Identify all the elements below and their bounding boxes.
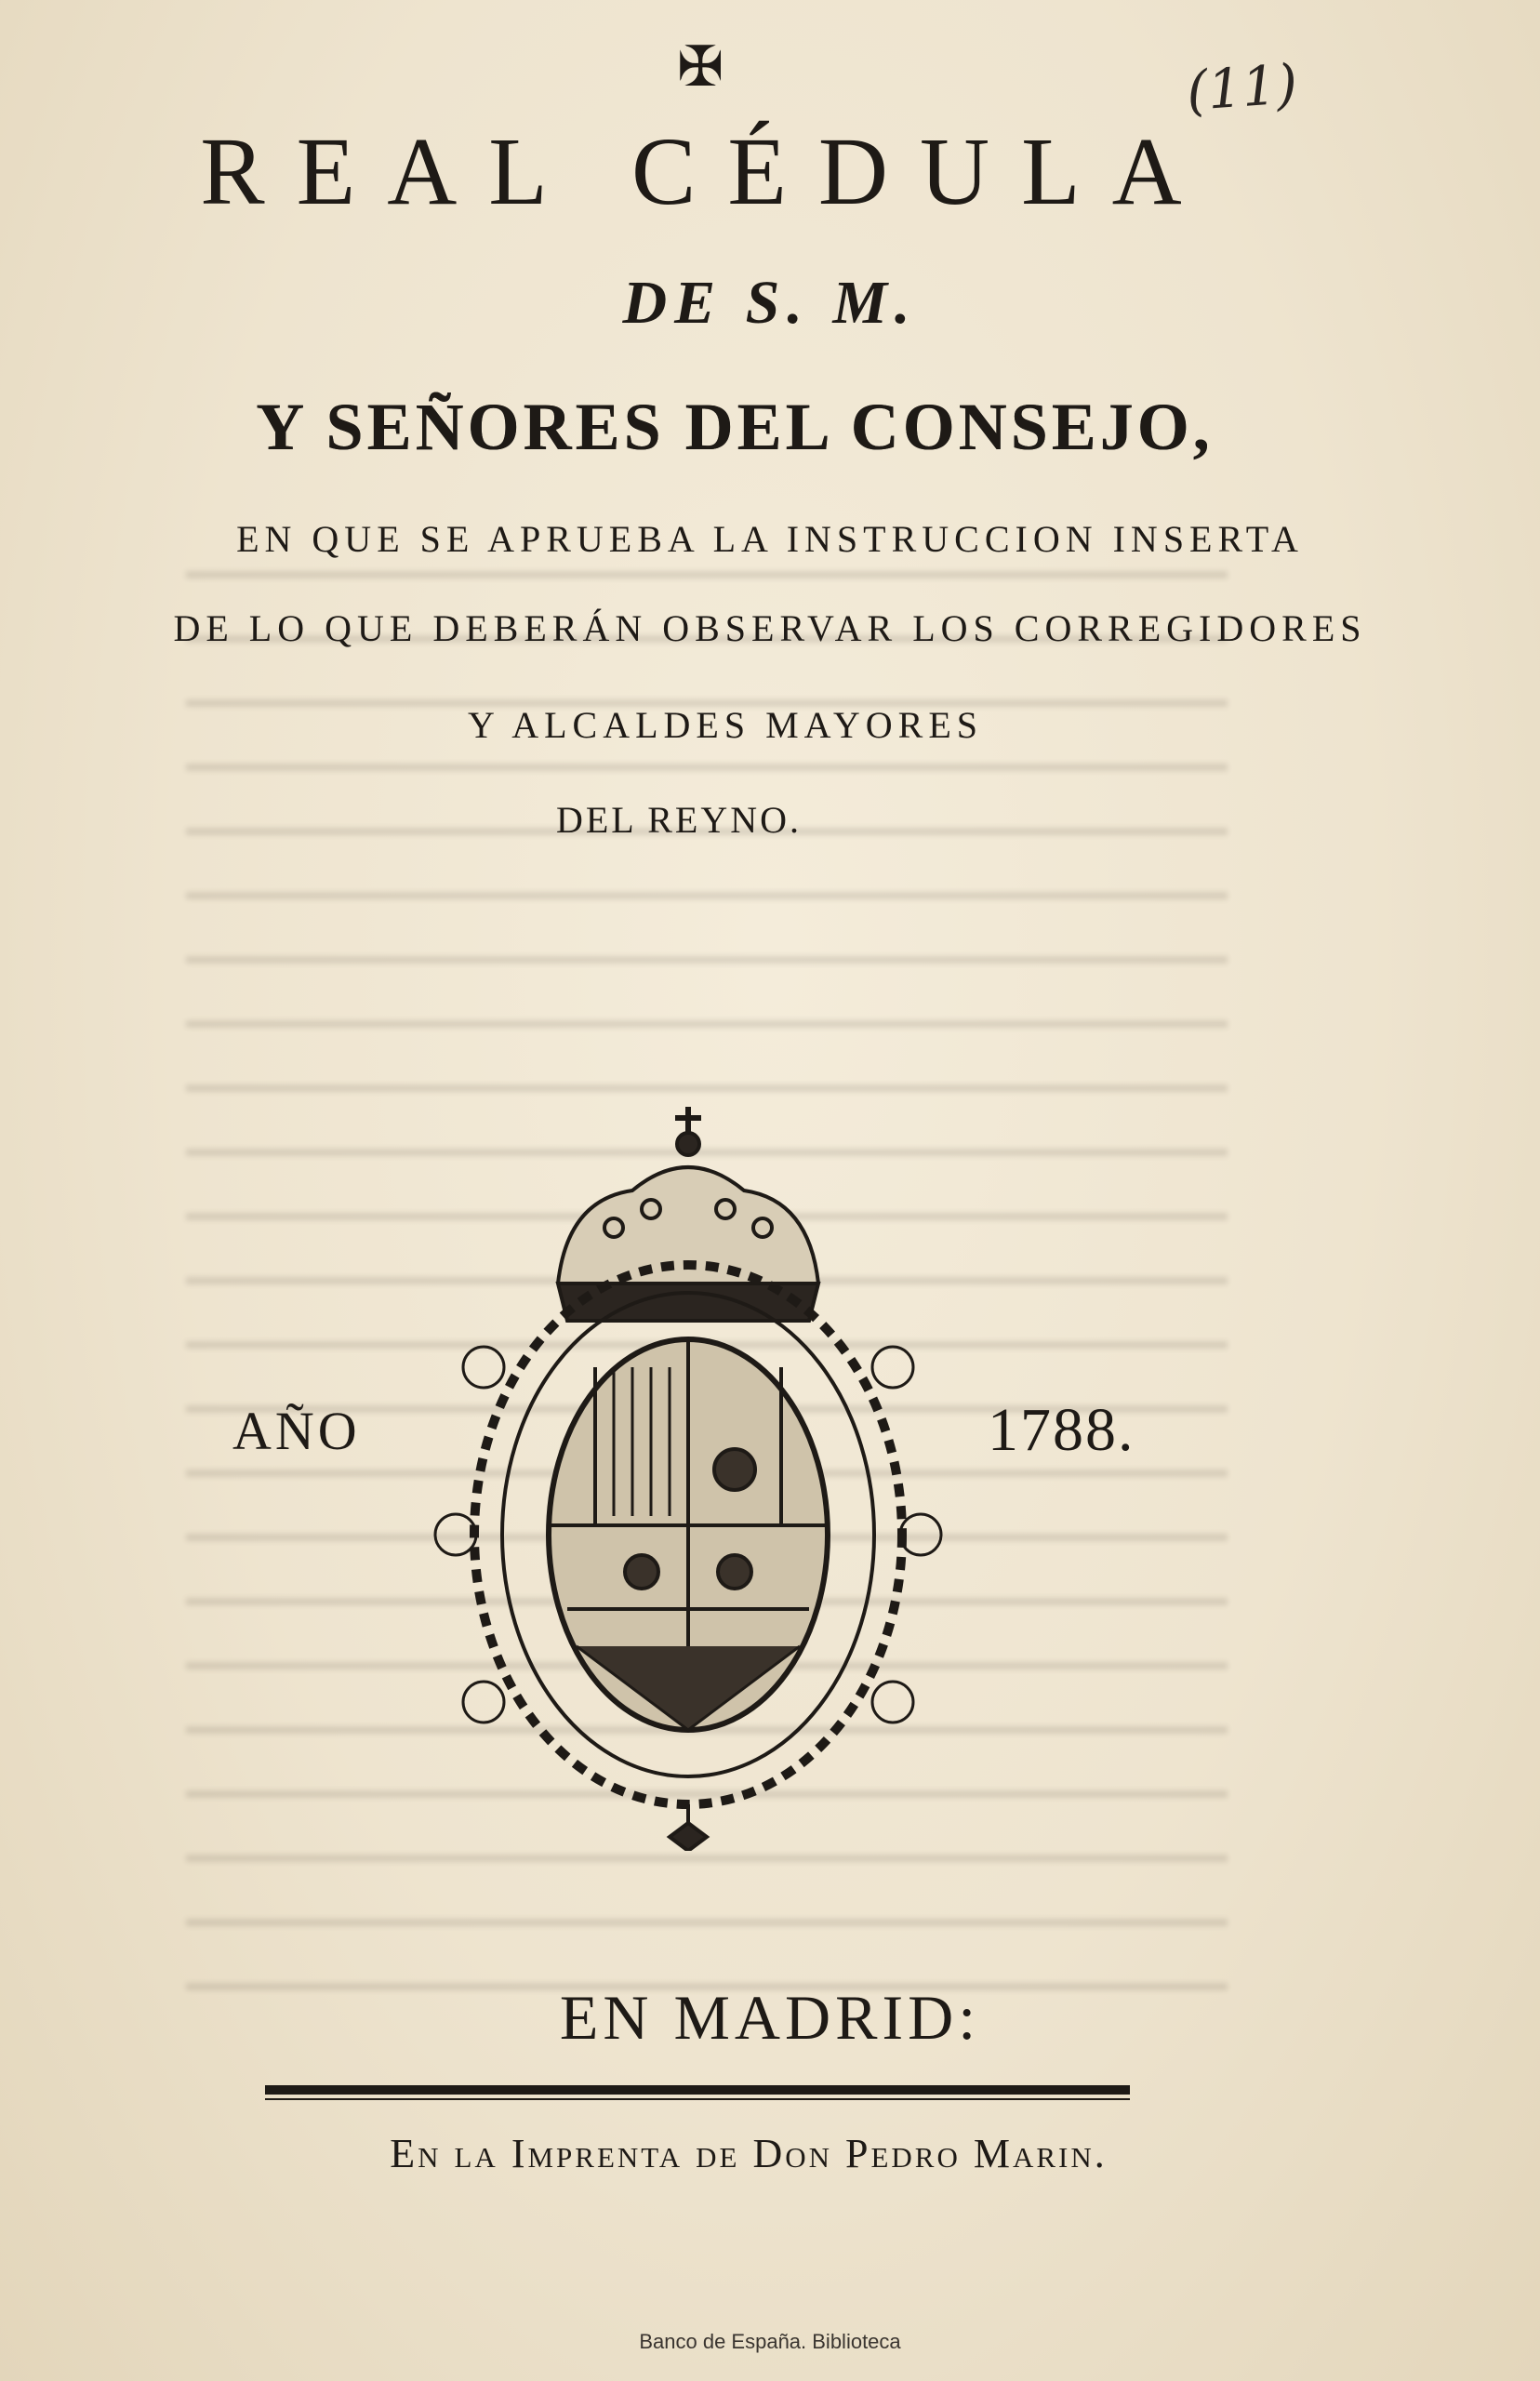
city-line: EN MADRID: — [559, 1982, 981, 2053]
description-line-1: EN QUE SE APRUEBA LA INSTRUCCION INSERTA — [236, 518, 1304, 560]
handwritten-annotation: (11) — [1184, 51, 1300, 124]
year-value: 1788. — [988, 1396, 1135, 1464]
consejo-heading: Y SEÑORES DEL CONSEJO, — [256, 390, 1214, 464]
description-line-2: DE LO QUE DEBERÁN OBSERVAR LOS CORREGIDORES — [173, 607, 1367, 649]
double-rule-divider — [265, 2082, 1130, 2100]
document-title: REAL CÉDULA — [200, 118, 1214, 225]
cross-ornament-icon: ✠ — [677, 34, 724, 100]
year-label: AÑO — [232, 1401, 361, 1461]
rule-thick-line — [265, 2085, 1130, 2095]
royal-coat-of-arms-icon — [428, 1088, 949, 1851]
printer-imprint: En la Imprenta de Don Pedro Marin. — [390, 2131, 1108, 2176]
description-line-3: Y ALCALDES MAYORES — [468, 704, 983, 746]
description-line-4: DEL REYNO. — [555, 799, 803, 841]
source-footer: Banco de España. Biblioteca — [639, 2330, 901, 2353]
document-subtitle: DE S. M. — [622, 269, 918, 337]
rule-thin-line — [265, 2098, 1130, 2100]
